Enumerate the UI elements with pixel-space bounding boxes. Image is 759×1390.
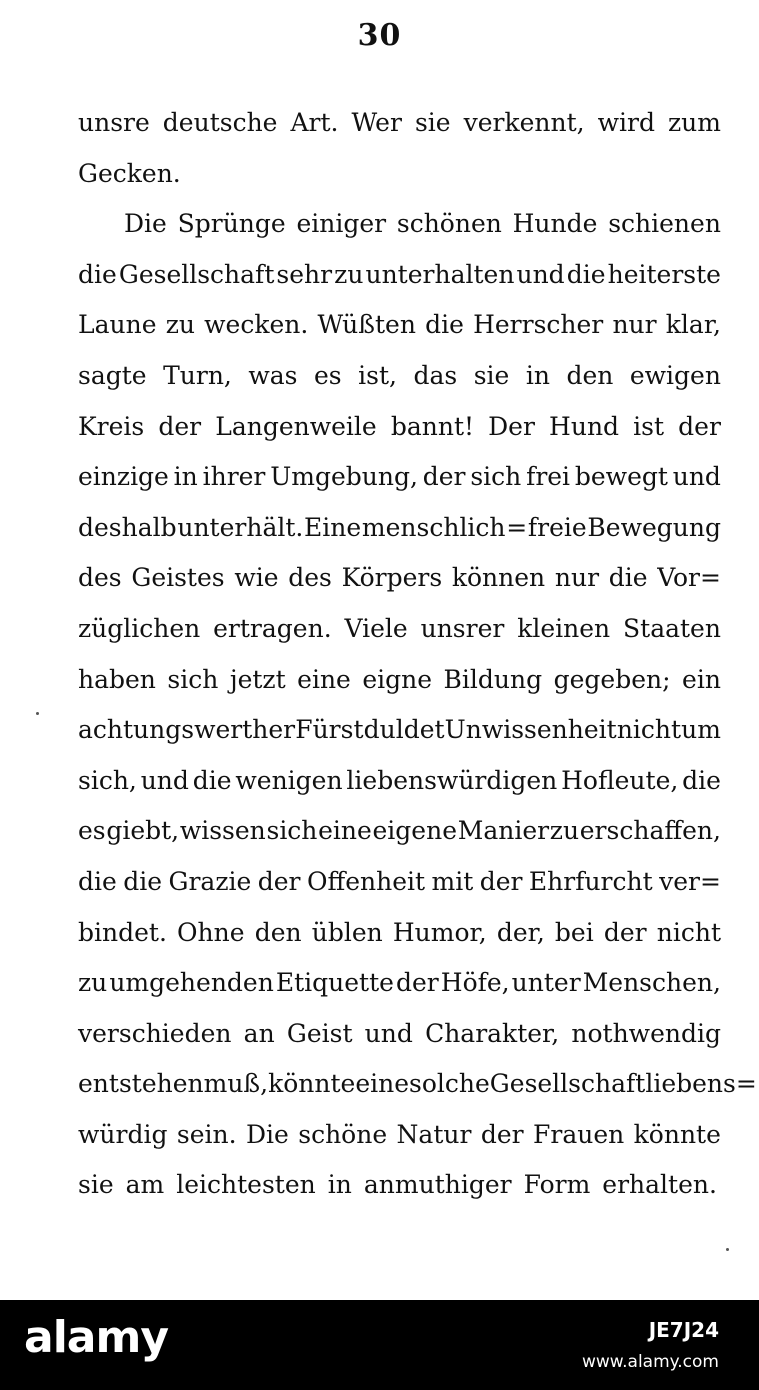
text-line: die Gesellschaft sehr zu unterhalten und die heiterste [78,259,721,289]
text-line: entstehen muß, könnte eine solche Gesellschaft liebens= [78,1069,757,1099]
page-number: 30 [357,18,402,53]
watermark-bar [0,1300,759,1390]
text-line: achtungswerther Fürst duldet Unwissenheit nicht um [78,715,721,745]
text-line: sich, und die wenigen liebenswürdigen Hofleute, die [78,765,721,795]
text-line: die die Grazie der Offenheit mit der Ehrfurcht ver= [78,866,721,896]
text-line: züglichen ertragen. Viele unsrer kleinen Staaten [78,613,721,643]
text-line: deshalb unterhält. Eine menschlich = freie Bewegung [78,512,721,542]
text-line: verschieden an Geist und Charakter, nothwendig [78,1018,721,1048]
text-line: Kreis der Langenweile bannt! Der Hund ist der [78,411,721,441]
text-line: zu umgehenden Etiquette der Höfe, unter Menschen, [78,968,721,998]
text-line: Laune zu wecken. Wüßten die Herrscher nur klar, [78,310,721,340]
text-line: würdig sein. Die schöne Natur der Frauen könnte [78,1119,721,1149]
image-id: JE7J24 [648,1318,719,1342]
text-line: haben sich jetzt eine eigne Bildung gegeben; ein [78,664,721,694]
brand-logo: alamy [24,1312,168,1363]
text-line: bindet. Ohne den üblen Humor, der, bei der nicht [78,917,721,947]
text-line: sagte Turn, was es ist, das sie in den ewigen [78,360,721,390]
text-block [78,98,757,1211]
speck [726,1248,729,1251]
text-line: einzige in ihrer Umgebung, der sich frei bewegt und [78,462,721,492]
text-line: Gecken. [78,158,181,188]
text-line: des Geistes wie des Körpers können nur die Vor= [78,563,721,593]
text-line: sie am leichtesten in anmuthiger Form erhalten. [78,1170,717,1200]
text-line: unsre deutsche Art. Wer sie verkennt, wird zum [78,108,721,137]
text-line: es giebt, wissen sich eine eigene Manier zu erschaffen, [78,816,721,846]
speck [36,712,39,715]
text-line: Die Sprünge einiger schönen Hunde schienen [124,209,721,239]
site-url: www.alamy.com [581,1352,719,1372]
